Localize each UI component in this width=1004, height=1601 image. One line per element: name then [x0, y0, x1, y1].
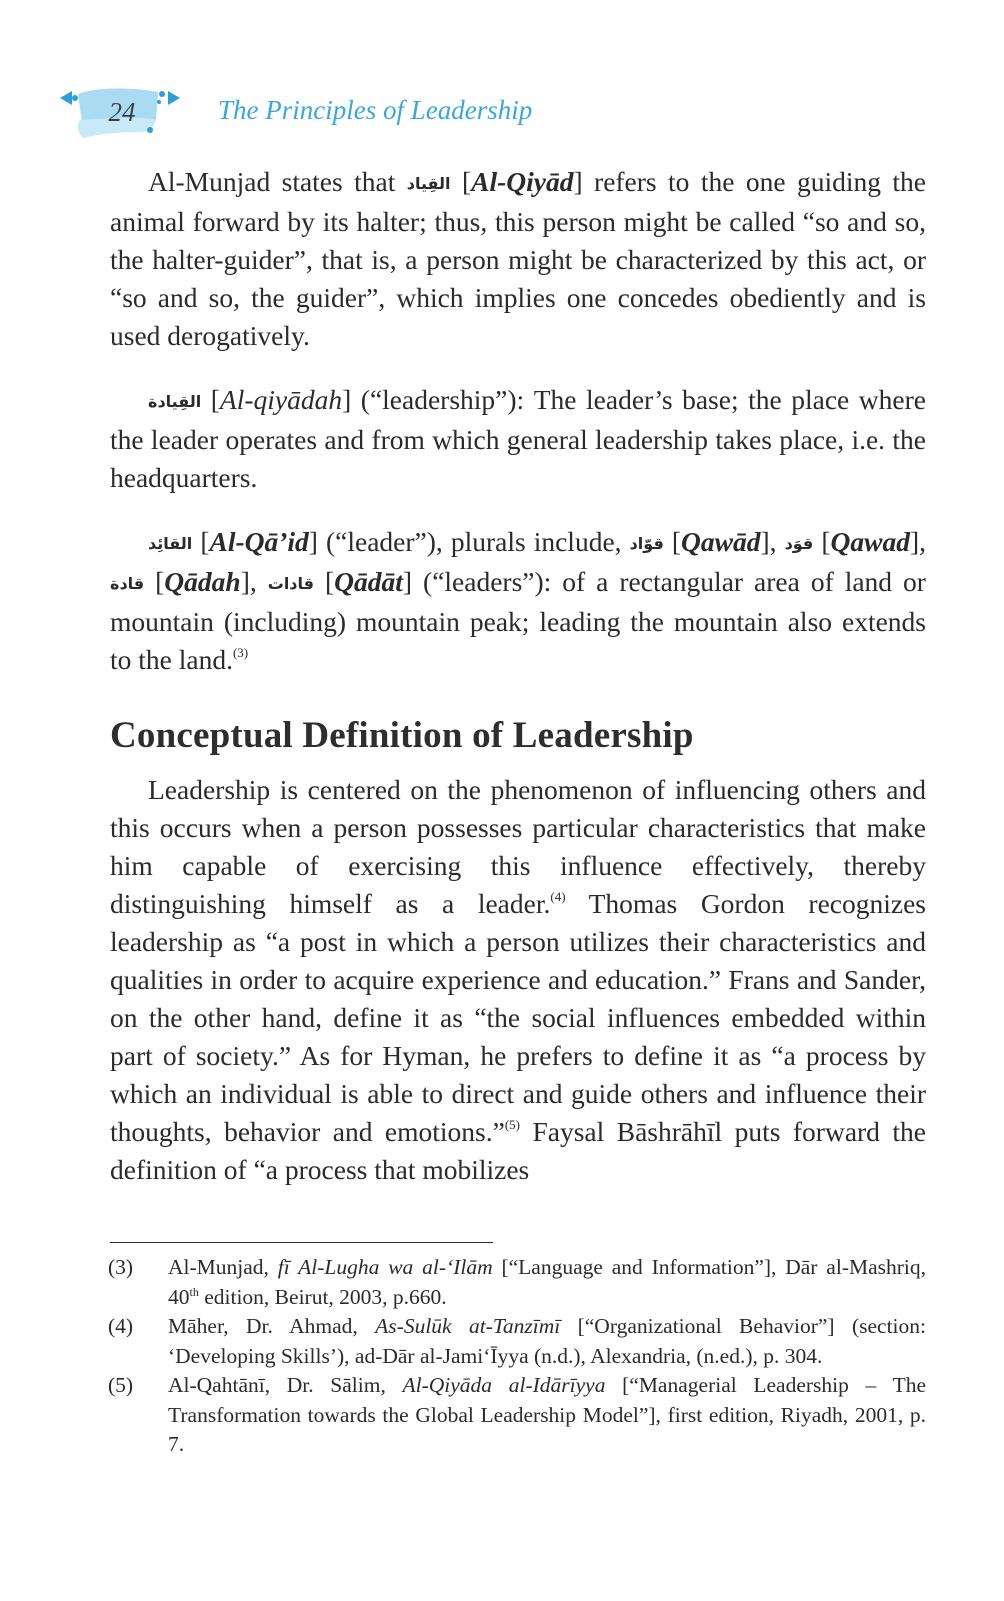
text-run: Al-Munjad states that	[148, 166, 407, 197]
text-run: [“Language and Information”], Dār al-Mashriq, 40	[168, 1255, 927, 1309]
page-header	[58, 80, 958, 150]
footnotes	[108, 1253, 926, 1460]
page-body	[110, 163, 926, 1215]
page-number: 24	[108, 97, 136, 127]
ordinal-suffix: th	[189, 1284, 199, 1299]
transliteration: Al-qiyādah	[219, 384, 343, 415]
transliteration: Al-Qiyād	[471, 166, 574, 197]
running-title: The Principles of Leadership	[218, 95, 533, 125]
footnote-number: (5)	[108, 1373, 134, 1397]
text-run: Thomas Gordon recognizes leadership as “a post in which a person utilizes their characteristics and qualities in order to acquire experience and education.” Frans and Sander, on the other hand, define it as “the social influences embedded within part of society.” As for Hyman, he prefers to define it as “a process by which an individual is able to direct and guide others and influence their thoughts, behavior and emotions.”	[110, 888, 926, 1147]
text-run: [	[663, 526, 682, 557]
arabic-term: قوَد	[784, 534, 814, 553]
footnote-ref[interactable]: (5)	[504, 1117, 520, 1132]
footnote-number: (3)	[108, 1255, 134, 1279]
transliteration: Qawād	[681, 526, 761, 557]
transliteration: Qādāt	[334, 566, 403, 597]
paragraph-definition	[110, 771, 926, 1189]
text-run: Al-Munjad,	[168, 1255, 278, 1279]
text-run: [	[450, 166, 472, 197]
arabic-term: قادة	[110, 574, 145, 593]
transliteration: Qawad	[830, 526, 910, 557]
source-title: As-Sulūk at-Tanzīmī	[375, 1314, 561, 1338]
source-title: Al-Qiyāda al-Idārīyya	[402, 1373, 606, 1397]
arabic-term: القائِد	[148, 534, 193, 553]
source-title: fī Al-Lugha wa al-‘Ilām	[277, 1255, 493, 1279]
text-run: Leadership is centered on the phenomenon of influencing others and this occurs when a person possesses particular characteristics that make him capable of exercising this influence effectively, thereby distinguishing himself as a leader.	[110, 774, 926, 919]
text-run: [	[813, 526, 831, 557]
transliteration: Al-Qā’id	[209, 526, 309, 557]
text-run: ] (“leaders”): of a rectangular area of land or mountain (including) mountain peak; leading the mountain also extends to the land.	[110, 566, 926, 675]
text-run: ],	[909, 526, 926, 557]
footnote-number: (4)	[108, 1314, 134, 1338]
footnote-divider	[110, 1242, 493, 1243]
footnote	[108, 1312, 926, 1371]
arabic-term: القِياد	[406, 174, 451, 193]
text-run: ],	[240, 566, 268, 597]
footnote	[108, 1253, 926, 1312]
text-run: ] refers to the one guiding the animal forward by its halter; thus, this person might be called “so and so, the halter-guider”, that is, a person might be characterized by this act, or “so and so, the guider”, which implies one concedes obediently and is used derogatively.	[110, 166, 926, 351]
transliteration: Qādah	[164, 566, 241, 597]
text-run: [	[144, 566, 165, 597]
text-run: ] (“leader”), plurals include,	[308, 526, 630, 557]
footnote-ref[interactable]: (3)	[232, 645, 249, 660]
text-run: ] (“leadership”): The leader’s base; the place where the leader operates and from which general leadership takes place, i.e. the headquarters.	[110, 384, 926, 493]
text-run: Faysal Bāshrāhīl puts forward the definition of “a process that mobilizes	[110, 1116, 926, 1185]
page-number-badge	[58, 80, 193, 148]
text-run: Al-Qahtānī, Dr. Sālim,	[168, 1373, 403, 1397]
footnote-ref[interactable]: (4)	[550, 889, 566, 904]
text-run: ],	[760, 526, 785, 557]
text-run: [“Managerial Leadership – The Transformation towards the Global Leadership Model”], first edition, Riyadh, 2001, p. 7.	[168, 1373, 926, 1456]
text-run: edition, Beirut, 2003, p.660.	[198, 1284, 447, 1309]
arabic-term: قوّاد	[629, 534, 664, 553]
footnote	[108, 1371, 926, 1460]
paragraph-qiyadah	[110, 381, 926, 497]
text-run: [	[201, 384, 220, 415]
text-run: Māher, Dr. Ahmad,	[168, 1314, 376, 1338]
arabic-term: قادات	[267, 574, 314, 593]
text-run: [	[192, 526, 210, 557]
paragraph-qiyad	[110, 163, 926, 355]
arabic-term: القِيادة	[148, 392, 202, 411]
paragraph-qaid	[110, 523, 926, 679]
section-heading: Conceptual Definition of Leadership	[110, 715, 694, 756]
text-run: [	[314, 566, 335, 597]
text-run: [“Organizational Behavior”] (section: ‘Developing Skills’), ad-Dār al-Jami‘Īyya (n.d.), Alexandria, (n.ed.), p. 304.	[168, 1314, 926, 1368]
